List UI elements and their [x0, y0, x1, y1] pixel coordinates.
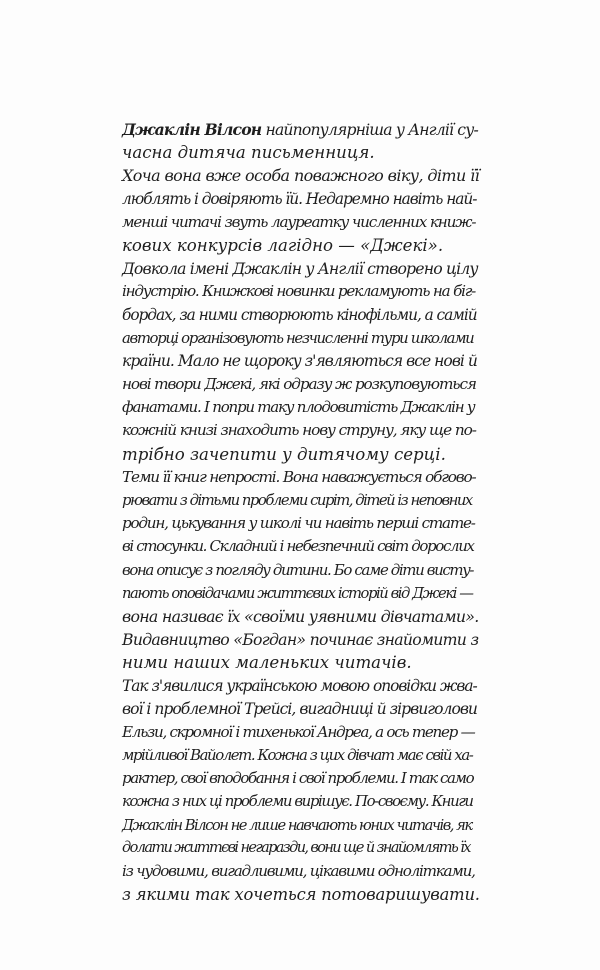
text-line: [122, 767, 480, 790]
line-text: рювати з дітьми проблеми сиріт, дітей із неповних: [122, 492, 472, 509]
text-line: [122, 512, 480, 535]
line-text: найпопулярніша у Англії су-: [261, 121, 478, 139]
line-text: вої і проблемної Трейсі, вигадниці й зірвиголови: [122, 699, 477, 718]
author-name: Джаклін Вілсон: [122, 120, 262, 139]
paragraph: [122, 118, 480, 164]
line-text: з якими так хочеться потоваришувати.: [122, 885, 480, 905]
text-line: [122, 327, 480, 350]
text-line: [122, 443, 480, 466]
line-text: пають оповідачами життєвих історій від Джекі —: [122, 584, 473, 602]
line-text: мрійливої Вайолет. Кожна з цих дівчат має свій ха-: [122, 746, 473, 765]
text-line: [122, 257, 480, 280]
text-line: [122, 466, 480, 489]
text-line: [122, 790, 480, 813]
text-line: [122, 860, 480, 883]
text-line: [122, 141, 480, 164]
text-line: [122, 373, 480, 396]
line-text: Видавництво «Богдан» починає знайомити з: [122, 630, 479, 650]
text-line: [122, 118, 480, 141]
line-text: індустрію. Книжкові новинки рекламують на біг-: [122, 282, 476, 301]
line-text: нові твори Джекі, які одразу ж розкуповуються: [122, 375, 476, 394]
text-line: [122, 628, 480, 651]
text-line: [122, 582, 480, 605]
text-line: [122, 605, 480, 628]
line-text: долати життєві негаразди, вони ще й знайомлять їх: [122, 839, 470, 856]
line-text: Ельзи, скромної і тихенької Андреа, а ось тепер —: [122, 722, 475, 741]
line-text: кожна з них ці проблеми вирішує. По-своєму. Книги: [122, 792, 473, 811]
text-line: [122, 698, 480, 721]
text-line: [122, 559, 480, 582]
line-text: кових конкурсів лагідно — «Джекі».: [122, 235, 444, 255]
line-text: фанатами. І попри таку плодовитість Джаклін у: [122, 398, 475, 417]
line-text: кожній книзі знаходить нову струну, яку ще по-: [122, 421, 476, 440]
text-line: [122, 350, 480, 373]
line-text: ві стосунки. Складний і небезпечний світ дорослих: [122, 537, 474, 556]
line-text: авторці організовують незчисленні тури школами: [122, 328, 474, 347]
line-text: трібно зачепити у дитячому серці.: [122, 444, 446, 464]
body-text: [122, 118, 480, 906]
text-line: [122, 744, 480, 767]
text-line: [122, 419, 480, 442]
text-line: [122, 280, 480, 303]
line-text: Довкола імені Джаклін у Англії створено цілу: [122, 259, 478, 279]
line-text: країни. Мало не щороку з'являються все нові й: [122, 351, 477, 370]
paragraph: [122, 466, 480, 628]
text-line: [122, 211, 480, 234]
text-line: [122, 304, 480, 327]
line-text: рактер, свої вподобання і свої проблеми. І так само: [122, 769, 474, 788]
paragraph: [122, 628, 480, 674]
paragraph: [122, 257, 480, 466]
line-text: Теми її книг непрості. Вона наважується обгово-: [122, 467, 476, 486]
line-text: люблять і довіряють їй. Недаремно навіть най-: [122, 189, 477, 208]
text-line: [122, 883, 480, 906]
line-text: менші читачі звуть лауреатку численних книж-: [122, 212, 476, 231]
text-line: [122, 675, 480, 698]
line-text: Так з'явилися українською мовою оповідки жва-: [122, 676, 477, 695]
line-text: бордах, за ними створюють кінофільми, а самій: [122, 305, 477, 324]
text-line: [122, 651, 480, 674]
line-text: Джаклін Вілсон не лише навчають юних читачів, як: [122, 816, 472, 834]
text-line: [122, 396, 480, 419]
text-line: [122, 188, 480, 211]
line-text: вона описує з погляду дитини. Бо саме діти висту-: [122, 560, 474, 579]
text-line: [122, 164, 480, 187]
text-line: [122, 234, 480, 257]
line-text: часна дитяча письменниця.: [122, 143, 375, 163]
line-text: із чудовими, вигадливими, цікавими однолітками,: [122, 862, 475, 880]
line-text: родин, цькування у школі чи навіть перші стате-: [122, 514, 475, 533]
text-line: [122, 535, 480, 558]
paragraph: [122, 675, 480, 907]
text-line: [122, 814, 480, 837]
text-line: [122, 837, 480, 860]
text-line: [122, 489, 480, 512]
line-text: Хоча вона вже особа поважного віку, діти її: [122, 166, 480, 186]
text-line: [122, 721, 480, 744]
line-text: ними наших маленьких читачів.: [122, 653, 412, 673]
paragraph: [122, 164, 480, 257]
line-text: вона називає їх «своїми уявними дівчатами».: [122, 606, 479, 626]
